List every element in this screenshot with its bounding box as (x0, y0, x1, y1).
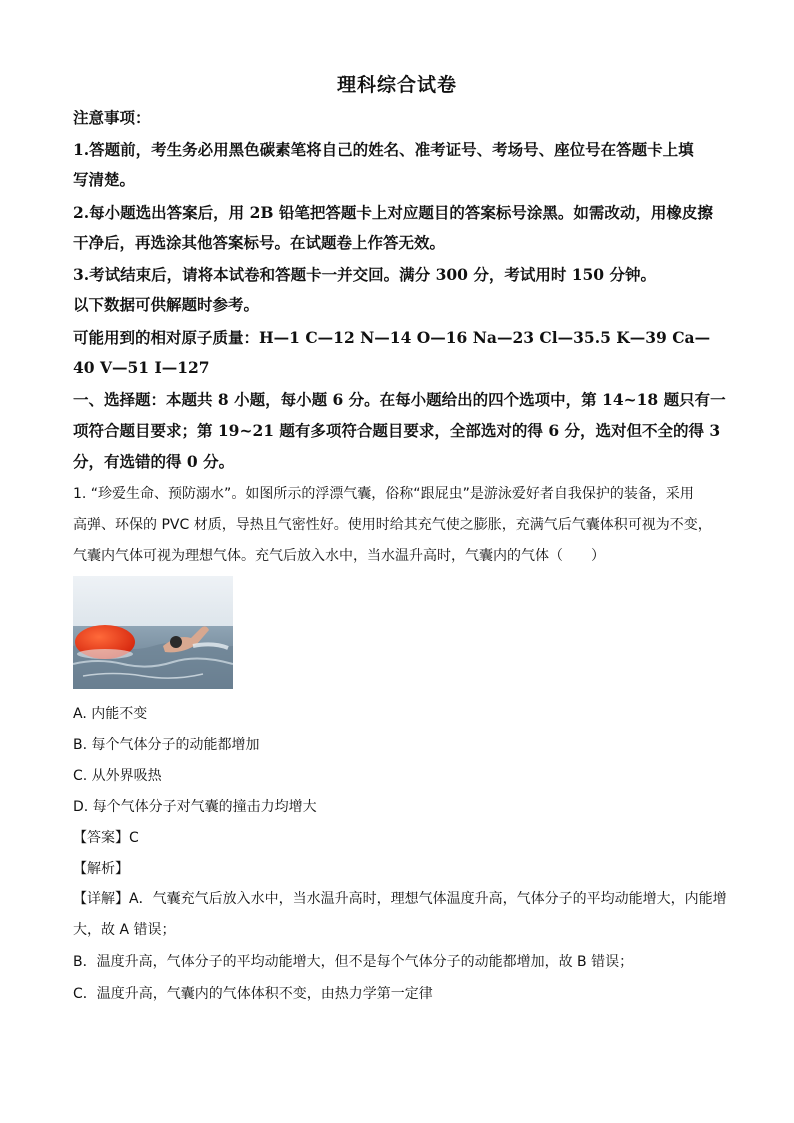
swimmer-float-photo (73, 576, 233, 689)
detail-line-2: 大，故 A 错误； (73, 922, 176, 938)
atomic-masses: 可能用到的相对原子质量：H—1 C—12 N—14 O—16 Na—23 Cl—35.5 K—39 Ca— (73, 328, 711, 347)
option-d: D. 每个气体分子对气囊的撞击力均增大 (73, 799, 317, 815)
atomic-masses-cont: 40 V—51 I—127 (73, 358, 210, 377)
answer-line (73, 828, 733, 848)
detail-line-4: C．温度升高，气囊内的气体体积不变，由热力学第一定律 (73, 986, 433, 1002)
section-heading-cont-2: 分，有选错的得 0 分。 (73, 452, 235, 471)
notice-item-1-cont: 写清楚。 (73, 170, 136, 189)
answer-label: 【答案】 (73, 830, 129, 846)
detail-line-1: 【详解】A．气囊充气后放入水中，当水温升高时，理想气体温度升高，气体分子的平均动能增大，内能增 (73, 891, 727, 907)
question-stem-cont-1: 高弹、环保的 PVC 材质，导热且气密性好。使用时给其充气使之膨胀，充满气后气囊体积可视为不变， (73, 517, 712, 533)
section-heading-cont-1: 项符合题目要求；第 19~21 题有多项符合题目要求，全部选对的得 6 分，选对但不全的得 3 (73, 421, 721, 440)
notice-item-2-cont: 干净后，再选涂其他答案标号。在试题卷上作答无效。 (73, 233, 446, 252)
option-b: B. 每个气体分子的动能都增加 (73, 737, 260, 753)
notice-heading: 注意事项： (73, 108, 151, 127)
notice-item-1: 1.答题前，考生务必用黑色碳素笔将自己的姓名、准考证号、考场号、座位号在答题卡上填 (73, 140, 694, 159)
answer-value: C (129, 830, 139, 846)
question-stem-cont-2: 气囊内气体可视为理想气体。充气后放入水中，当水温升高时，气囊内的气体（ ） (73, 548, 605, 564)
option-c: C. 从外界吸热 (73, 768, 162, 784)
notice-item-2: 2.每小题选出答案后，用 2B 铅笔把答题卡上对应题目的答案标号涂黑。如需改动，用橡皮擦 (73, 203, 713, 222)
section-heading: 一、选择题：本题共 8 小题，每小题 6 分。在每小题给出的四个选项中，第 14~18 题只有一 (73, 390, 726, 409)
page-title: 理科综合试卷 (336, 74, 457, 96)
analysis-label: 【解析】 (73, 861, 129, 877)
option-a: A. 内能不变 (73, 706, 148, 722)
reference-note: 以下数据可供解题时参考。 (73, 295, 260, 314)
notice-item-3: 3.考试结束后，请将本试卷和答题卡一并交回。满分 300 分，考试用时 150 分钟。 (73, 265, 656, 284)
detail-line-3: B．温度升高，气体分子的平均动能增大，但不是每个气体分子的动能都增加，故 B 错误； (73, 954, 634, 970)
question-stem: 1. “珍爱生命、预防溺水”。如图所示的浮漂气囊，俗称“跟屁虫”是游泳爱好者自我保护的装备，采用 (73, 486, 694, 502)
